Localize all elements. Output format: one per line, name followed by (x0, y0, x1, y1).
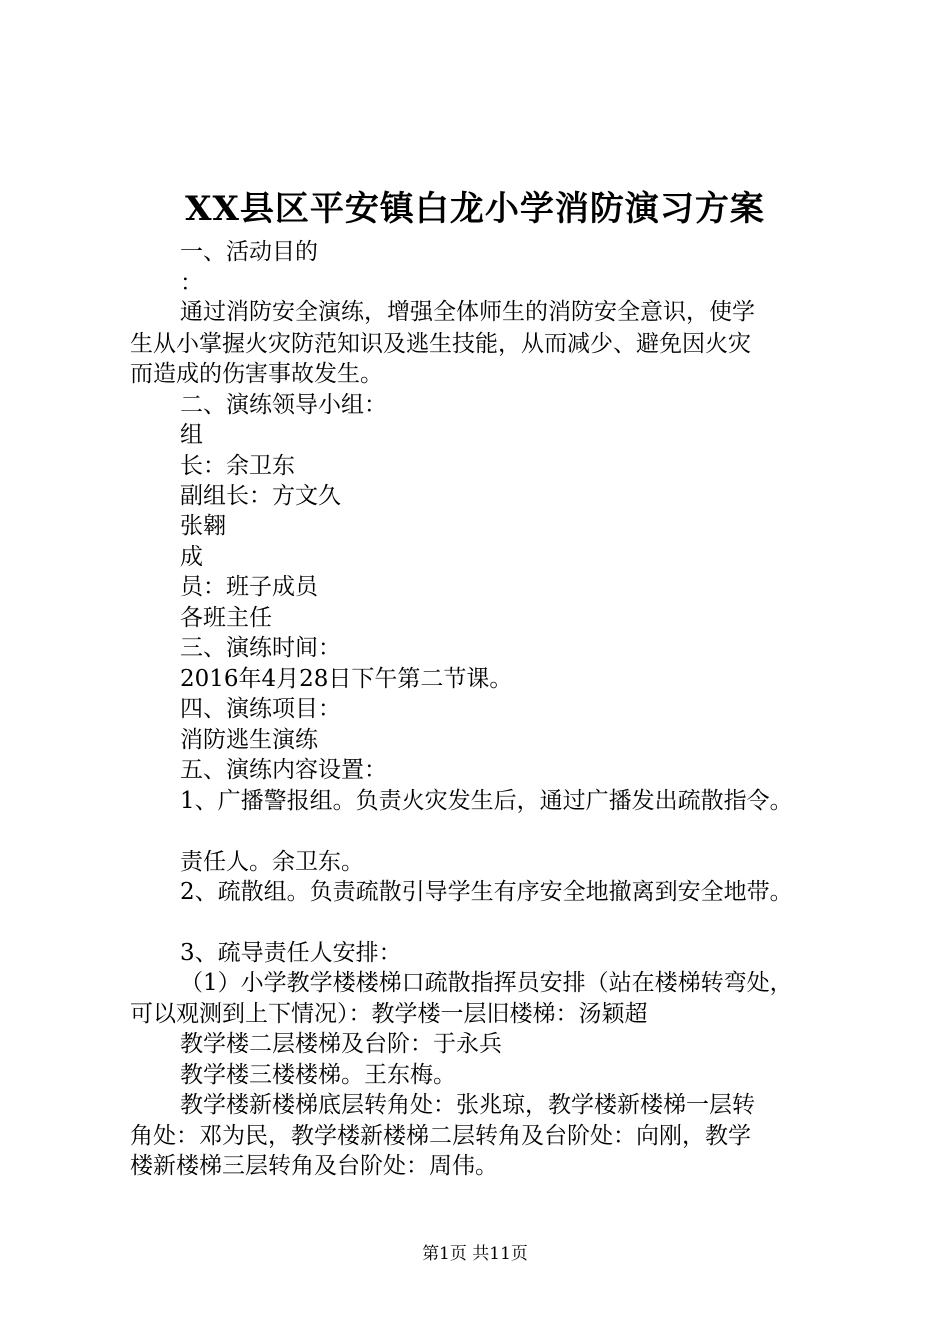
text-line: 组 (180, 422, 203, 448)
text-line: 张翱 (180, 513, 226, 539)
paragraph-line: 生从小掌握火灾防范知识及逃生技能，从而减少、避免因火灾 (130, 331, 751, 357)
section-heading-5: 五、演练内容设置： (180, 757, 387, 783)
section-heading-2: 二、演练领导小组： (180, 392, 387, 418)
text-line: 长：余卫东 (180, 453, 295, 479)
text-line: 员：班子成员 (180, 574, 318, 600)
document-title: XX县区平安镇白龙小学消防演习方案 (185, 189, 765, 229)
text-line: 2、疏散组。负责疏散引导学生有序安全地撤离到安全地带。 (180, 879, 793, 905)
paragraph-line: 教学楼新楼梯底层转角处：张兆琼，教学楼新楼梯一层转 (180, 1092, 755, 1118)
paragraph-line: 而造成的伤害事故发生。 (130, 361, 383, 387)
text-line: ： (180, 270, 203, 296)
text-line: 责任人。余卫东。 (180, 849, 364, 875)
paragraph-line: 可以观测到上下情况）：教学楼一层旧楼梯：汤颖超 (130, 1001, 648, 1027)
text-line: 各班主任 (180, 605, 272, 631)
text-line: 3、疏导责任人安排： (180, 940, 402, 966)
page-number-footer: 第1页 共11页 (422, 1244, 528, 1264)
paragraph-line: 角处：邓为民，教学楼新楼梯二层转角及台阶处：向刚，教学 (130, 1123, 751, 1149)
section-heading-3: 三、演练时间： (180, 635, 341, 661)
text-line: 教学楼二层楼梯及台阶：于永兵 (180, 1031, 502, 1057)
section-heading-1: 一、活动目的 (180, 239, 318, 265)
text-line: 2016年4月28日下午第二节课。 (180, 666, 513, 692)
text-line: 教学楼三楼楼梯。王东梅。 (180, 1062, 456, 1088)
text-line: 成 (180, 544, 203, 570)
section-heading-4: 四、演练项目： (180, 696, 341, 722)
text-line: 消防逃生演练 (180, 727, 318, 753)
text-line: 1、广播警报组。负责火灾发生后，通过广播发出疏散指令。 (180, 788, 793, 814)
paragraph-line: 通过消防安全演练，增强全体师生的消防安全意识，使学 (180, 299, 755, 325)
text-line: 副组长：方文久 (180, 483, 341, 509)
paragraph-line: （1）小学教学楼楼梯口疏散指挥员安排（站在楼梯转弯处， (180, 970, 793, 996)
paragraph-line: 楼新楼梯三层转角及台阶处：周伟。 (130, 1153, 498, 1179)
